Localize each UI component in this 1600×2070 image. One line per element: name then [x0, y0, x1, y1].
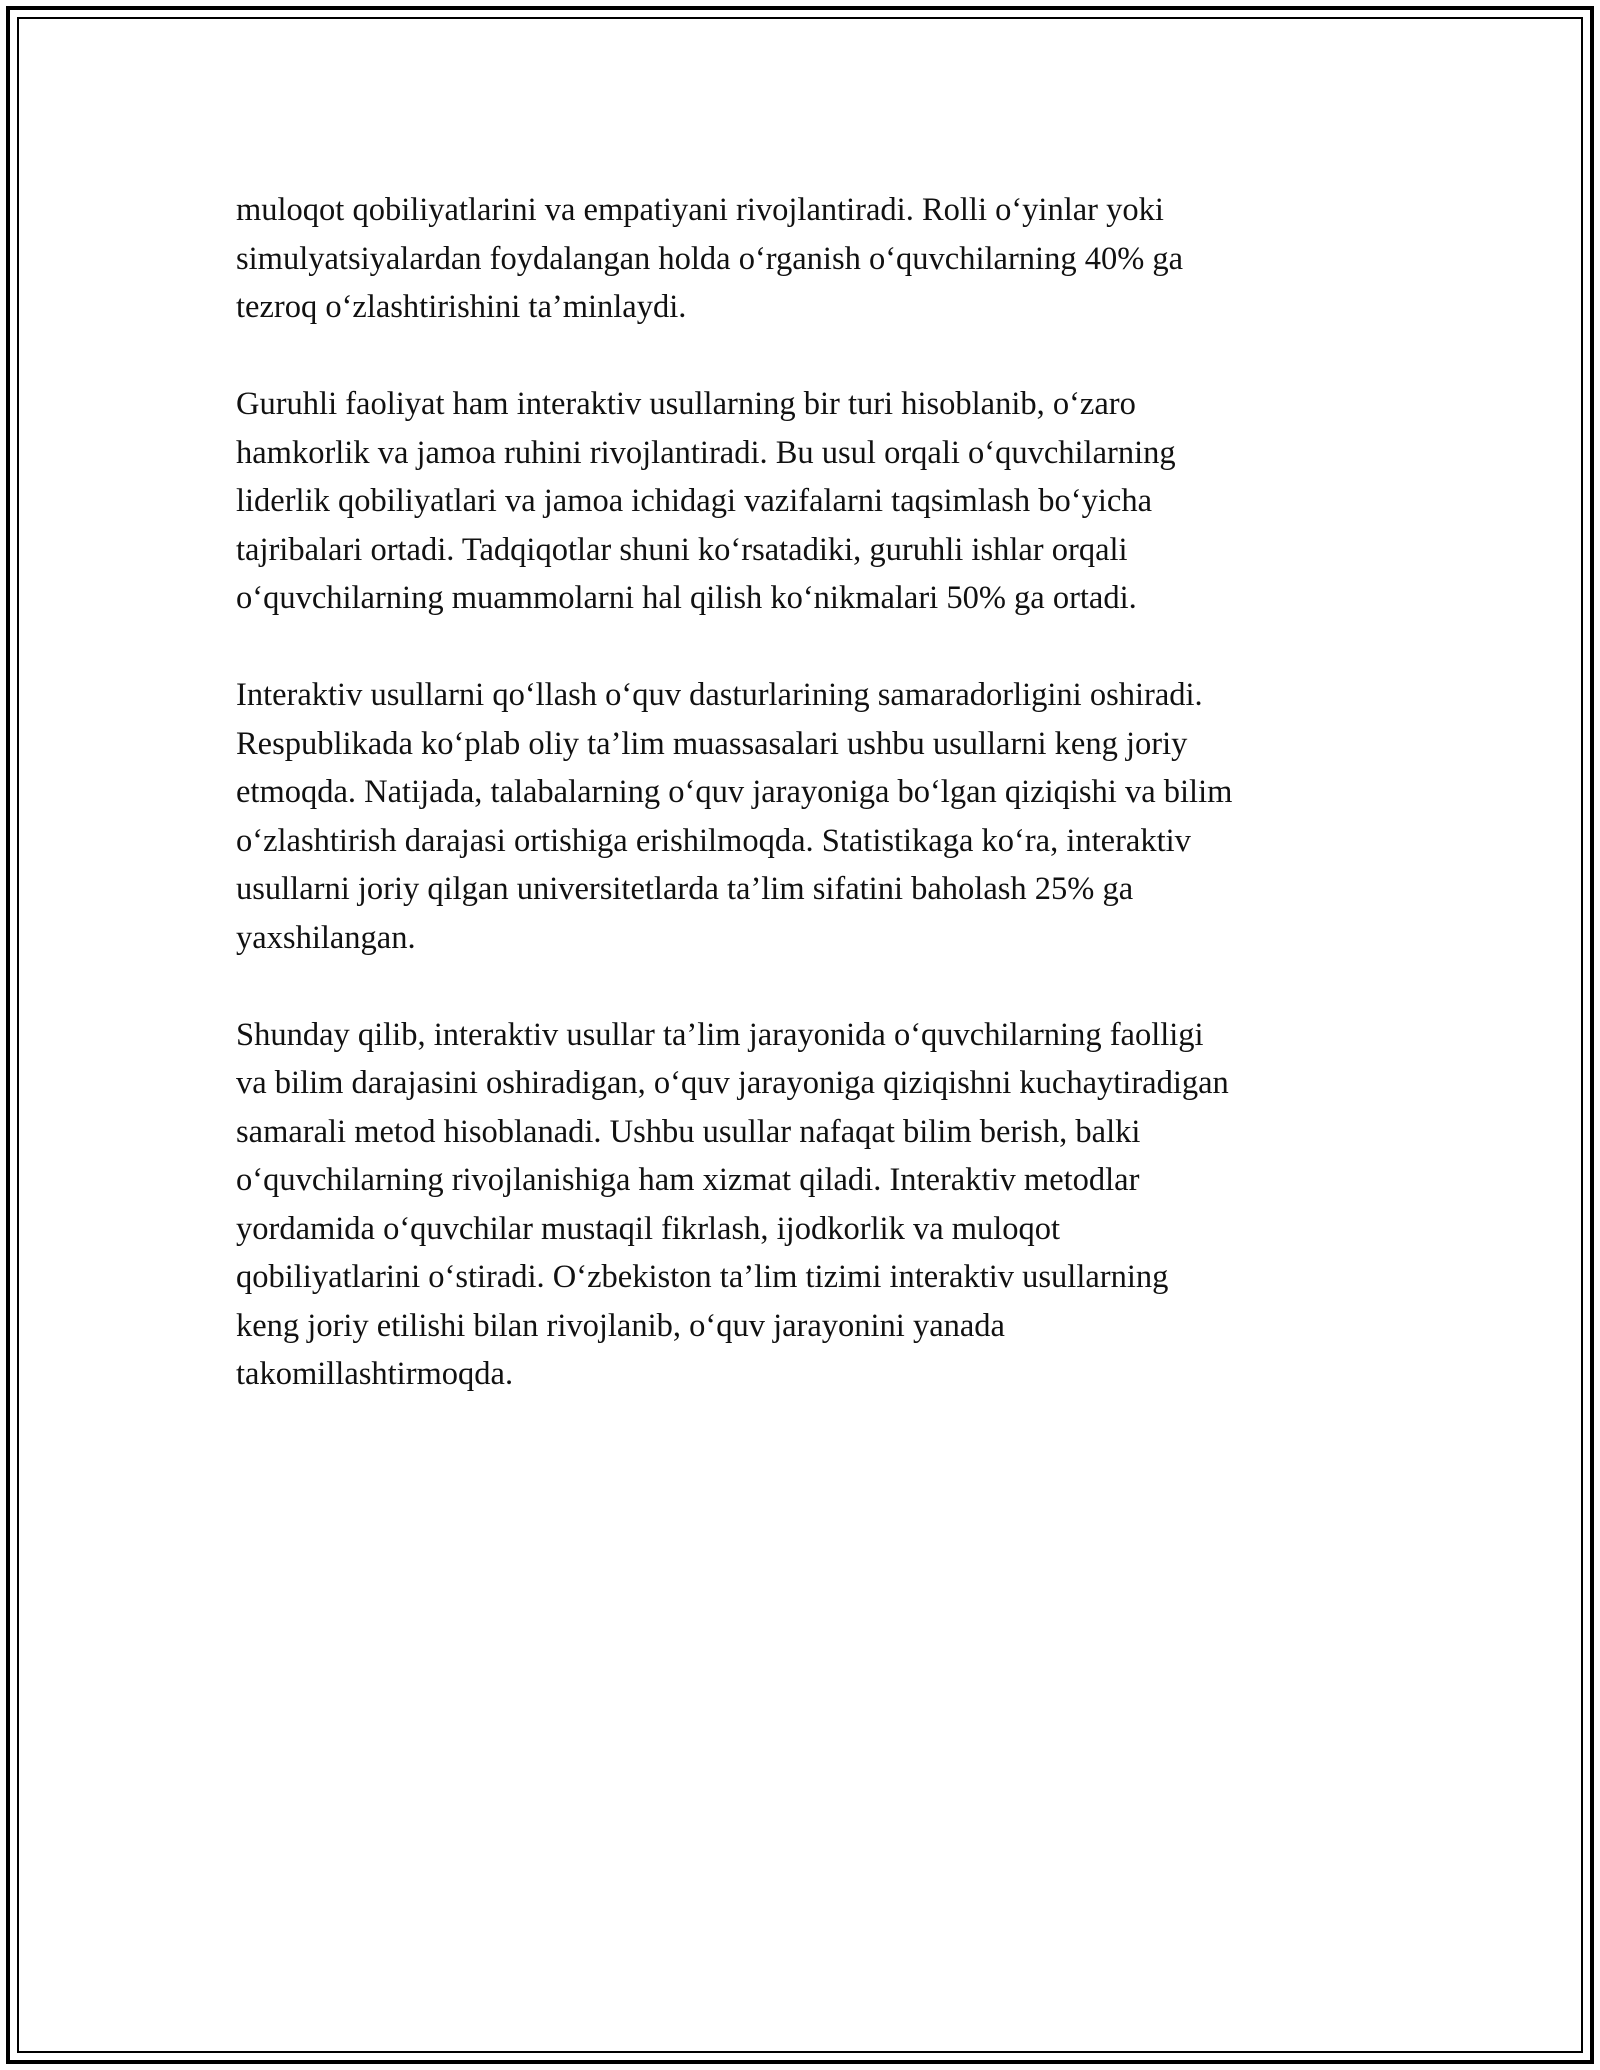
paragraph-3 [236, 671, 1386, 962]
text-line: liderlik qobiliyatlari va jamoa ichidagi vazifalarni taqsimlash bo‘yicha [236, 483, 1153, 519]
text-line: qobiliyatlarini o‘stiradi. O‘zbekiston ta’lim tizimi interaktiv usullarning [236, 1259, 1169, 1295]
text-line: tajribalari ortadi. Tadqiqotlar shuni ko‘rsatadiki, guruhli ishlar orqali [236, 531, 1128, 568]
text-line: o‘quvchilarning muammolarni hal qilish ko‘nikmalari 50% ga ortadi. [236, 580, 1137, 616]
text-line: Shunday qilib, interaktiv usullar ta’lim jarayonida o‘quvchilarning faolligi [236, 1016, 1204, 1053]
text-line: va bilim darajasini oshiradigan, o‘quv jarayoniga qiziqishni kuchaytiradigan [236, 1065, 1229, 1101]
text-line: samarali metod hisoblanadi. Ushbu usullar nafaqat bilim berish, balki [236, 1113, 1141, 1150]
paragraph-1 [236, 186, 1386, 332]
text-line: etmoqda. Natijada, talabalarning o‘quv jarayoniga bo‘lgan qiziqishi va bilim [236, 774, 1233, 810]
text-line: o‘quvchilarning rivojlanishiga ham xizmat qiladi. Interaktiv metodlar [236, 1162, 1140, 1198]
text-line: Guruhli faoliyat ham interaktiv usullarning bir turi hisoblanib, o‘zaro [236, 386, 1136, 422]
text-line: keng joriy etilishi bilan rivojlanib, o‘quv jarayonini yanada [236, 1307, 1005, 1344]
text-line: takomillashtirmoqda. [236, 1356, 514, 1392]
text-line: usullarni joriy qilgan universitetlarda ta’lim sifatini baholash 25% ga [236, 871, 1134, 907]
text-line: Interaktiv usullarni qo‘llash o‘quv dasturlarining samaradorligini oshiradi. [236, 677, 1203, 713]
paragraph-2 [236, 380, 1386, 623]
paragraph-4 [236, 1011, 1386, 1399]
text-line: yaxshilangan. [236, 919, 416, 956]
text-line: tezroq o‘zlashtirishini ta’minlaydi. [236, 289, 687, 325]
text-line: hamkorlik va jamoa ruhini rivojlantiradi. Bu usul orqali o‘quvchilarning [236, 434, 1176, 471]
text-line: muloqot qobiliyatlarini va empatiyani rivojlantiradi. Rolli o‘yinlar yoki [236, 192, 1164, 228]
text-line: Respublikada ko‘plab oliy ta’lim muassasalari ushbu usullarni keng joriy [236, 725, 1188, 762]
text-line: yordamida o‘quvchilar mustaqil fikrlash, ijodkorlik va muloqot [236, 1210, 1061, 1247]
document-body [236, 186, 1386, 1447]
text-line: simulyatsiyalardan foydalangan holda o‘rganish o‘quvchilarning 40% ga [236, 240, 1184, 277]
text-line: o‘zlashtirish darajasi ortishiga erishilmoqda. Statistikaga ko‘ra, interaktiv [236, 822, 1191, 859]
